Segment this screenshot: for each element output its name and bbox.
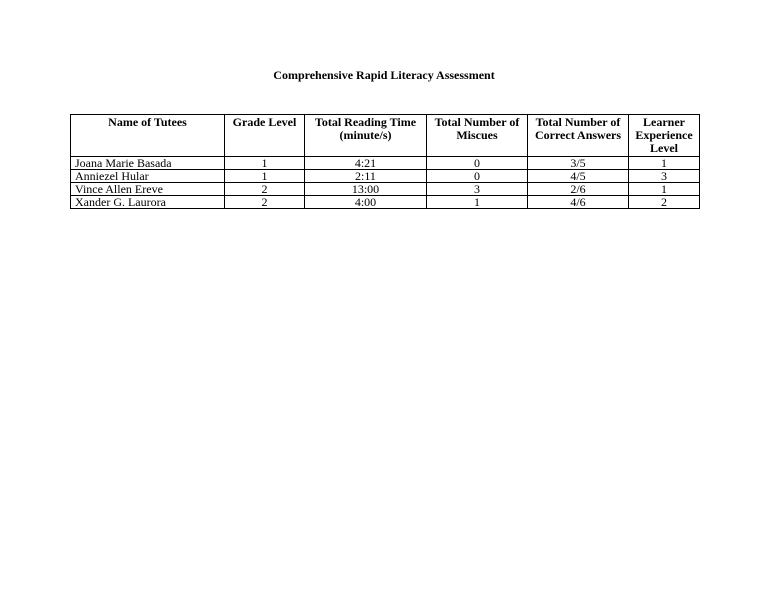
table-header xyxy=(71,115,700,157)
cell-correct-answers: 2/6 xyxy=(528,183,629,196)
header-total-correct-answers: Total Number of Correct Answers xyxy=(528,115,629,157)
cell-reading-time: 2:11 xyxy=(305,170,427,183)
cell-grade-level: 2 xyxy=(225,183,305,196)
cell-reading-time: 4:21 xyxy=(305,157,427,170)
cell-miscues: 3 xyxy=(427,183,528,196)
cell-experience-level: 3 xyxy=(629,170,700,183)
table-body xyxy=(71,157,700,209)
header-learner-experience-level: Learner Experience Level xyxy=(629,115,700,157)
header-grade-level: Grade Level xyxy=(225,115,305,157)
cell-correct-answers: 3/5 xyxy=(528,157,629,170)
cell-correct-answers: 4/6 xyxy=(528,196,629,209)
cell-tutee-name: Joana Marie Basada xyxy=(71,157,225,170)
cell-grade-level: 1 xyxy=(225,170,305,183)
header-total-miscues: Total Number of Miscues xyxy=(427,115,528,157)
cell-miscues: 1 xyxy=(427,196,528,209)
cell-experience-level: 1 xyxy=(629,183,700,196)
cell-tutee-name: Xander G. Laurora xyxy=(71,196,225,209)
cell-tutee-name: Vince Allen Ereve xyxy=(71,183,225,196)
header-row xyxy=(71,115,700,157)
table-row xyxy=(71,170,700,183)
page-title: Comprehensive Rapid Literacy Assessment xyxy=(273,68,495,82)
table-row xyxy=(71,157,700,170)
cell-miscues: 0 xyxy=(427,157,528,170)
cell-correct-answers: 4/5 xyxy=(528,170,629,183)
header-total-reading-time: Total Reading Time (minute/s) xyxy=(305,115,427,157)
table-row xyxy=(71,183,700,196)
header-name-of-tutees: Name of Tutees xyxy=(71,115,225,157)
cell-grade-level: 2 xyxy=(225,196,305,209)
table-row xyxy=(71,196,700,209)
cell-miscues: 0 xyxy=(427,170,528,183)
cell-experience-level: 2 xyxy=(629,196,700,209)
cell-reading-time: 4:00 xyxy=(305,196,427,209)
cell-reading-time: 13:00 xyxy=(305,183,427,196)
cell-tutee-name: Anniezel Hular xyxy=(71,170,225,183)
cell-grade-level: 1 xyxy=(225,157,305,170)
assessment-table xyxy=(70,114,700,209)
cell-experience-level: 1 xyxy=(629,157,700,170)
